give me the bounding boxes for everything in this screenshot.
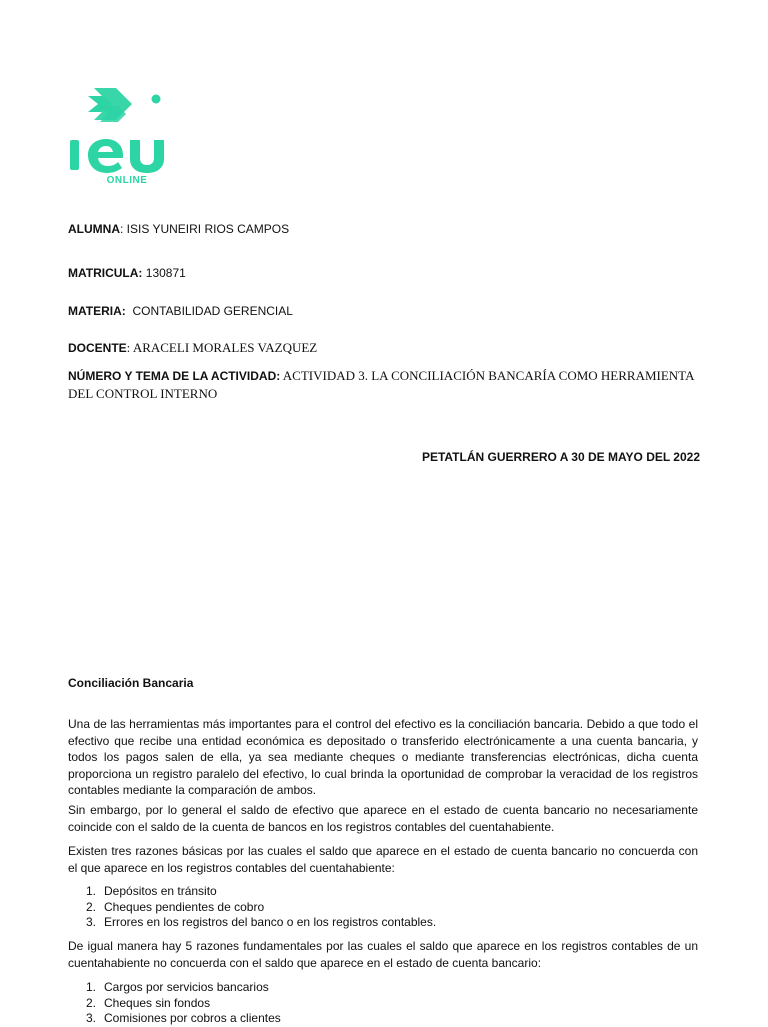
alumna-field [68,222,289,236]
logo-online-text: ONLINE [106,175,148,186]
matricula-value: 130871 [142,266,186,280]
actividad-field [68,367,708,403]
matricula-field [68,266,186,280]
place-date: PETATLÁN GUERRERO A 30 DE MAYO DEL 2022 [421,450,700,464]
list-item: 3. Comisiones por cobros a clientes [86,1011,281,1025]
paragraph-4: De igual manera hay 5 razones fundamentales por las cuales el saldo que aparece en los registros contables de un cuentahabiente no concuerda con el saldo que aparece en el estado de cuenta bancario: [68,939,698,970]
docente-value: : ARACELI MORALES VAZQUEZ [126,340,318,355]
reasons-account-list [86,980,281,1027]
paragraph-3: Existen tres razones básicas por las cuales el saldo que aparece en el estado de cuenta bancario no concuerda con el que aparece en los registros contables del cuentahabiente: [68,844,698,875]
alumna-value: : ISIS YUNEIRI RIOS CAMPOS [120,222,290,236]
ieu-online-logo [66,82,186,188]
alumna-label: ALUMNA [68,222,120,236]
actividad-value-line1: ACTIVIDAD 3. LA CONCILIACIÓN BANCARÍA COMO HERRAMIENTA [280,368,695,383]
list-item: 2. Cheques pendientes de cobro [86,899,265,914]
actividad-label: NÚMERO Y TEMA DE LA ACTIVIDAD: [68,369,281,383]
list-item: 2. Cheques sin fondos [86,995,211,1010]
materia-field [68,304,293,318]
list-item: 1. Depósitos en tránsito [86,884,217,898]
actividad-value-line2: DEL CONTROL INTERNO [68,386,218,401]
list-item: 1. Cargos por servicios bancarios [86,980,269,994]
docente-label: DOCENTE [68,341,127,355]
matricula-label: MATRICULA: [68,266,143,280]
paragraph-1: Una de las herramientas más importantes para el control del efectivo es la conciliación bancaria. Debido a que todo el efectivo que recibe una entidad económica es depositado o transferido electrónicamente a una cuenta bancaria, y todos los pagos salen de ella, ya sea mediante cheques o mediante transferencias electrónicas, dicha cuenta proporciona un registro paralelo del efectivo, lo cual brinda la oportunidad de comprobar la veracidad de los registros contables mediante la comparación de ambos. [68,717,698,797]
section-title: Conciliación Bancaria [68,676,194,690]
docente-field [68,340,317,356]
list-item: 3. Errores en los registros del banco o en los registros contables. [86,915,437,929]
materia-label: MATERIA: [68,304,126,318]
materia-value: CONTABILIDAD GERENCIAL [125,304,293,318]
reasons-bank-list [86,884,436,931]
paragraph-2: Sin embargo, por lo general el saldo de efectivo que aparece en el estado de cuenta bancario no necesariamente coincide con el saldo de la cuenta de bancos en los registros contables del cuentahabiente. [68,803,698,834]
ieu-logo-graphic [66,82,186,174]
